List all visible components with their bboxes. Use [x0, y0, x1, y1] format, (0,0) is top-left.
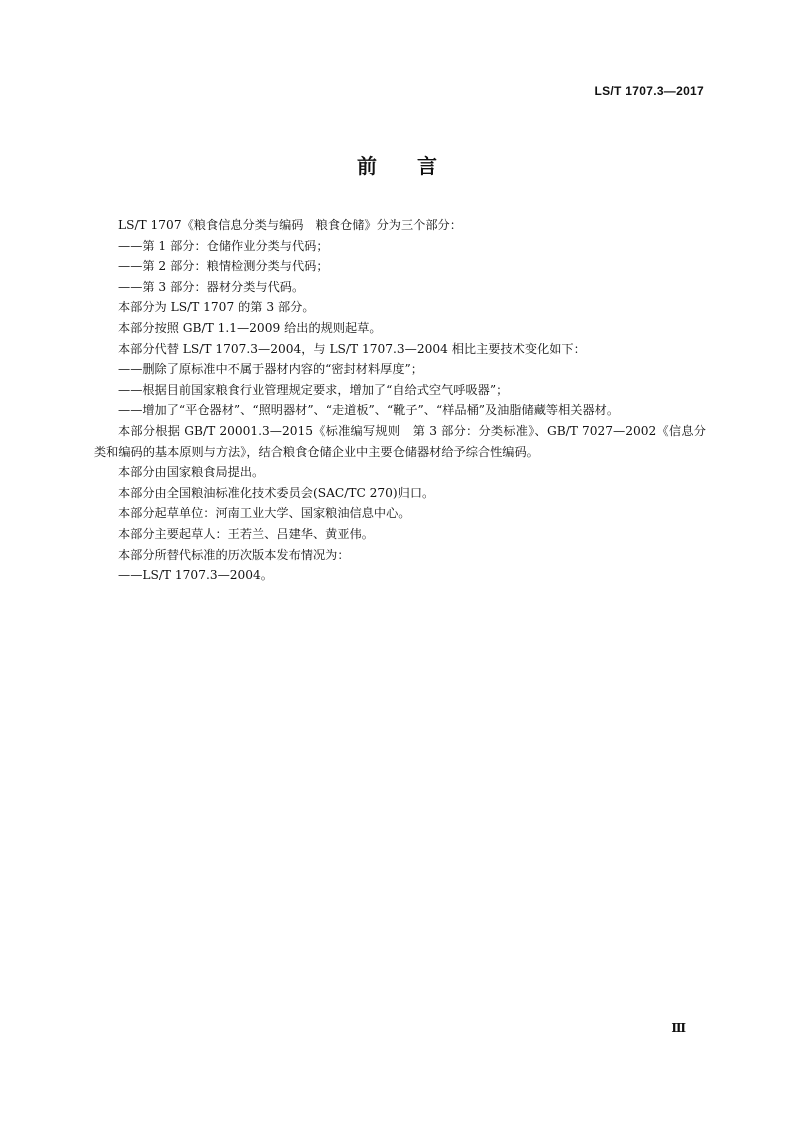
list-item-change-3: ——增加了“平仓器材”、“照明器材”、“走道板”、“靴子”、“样品桶”及油脂储藏等相关器材。 — [118, 403, 620, 418]
list-item-change-1: ——删除了原标准中不属于器材内容的“密封材料厚度”； — [118, 362, 423, 377]
paragraph-centralized-by: 本部分由全国粮油标准化技术委员会(SAC/TC 270)归口。 — [118, 485, 435, 500]
list-item-part-1: ——第 1 部分：仓储作业分类与代码； — [118, 238, 329, 253]
paragraph-replacement: 本部分代替 LS/T 1707.3—2004，与 LS/T 1707.3—2004 相比主要技术变化如下： — [118, 341, 586, 356]
paragraph-drafting-units: 本部分起草单位：河南工业大学、国家粮油信息中心。 — [118, 506, 411, 521]
paragraph-basis: 本部分根据 GB/T 20001.3—2015《标准编写规则 第 3 部分：分类标准》、GB/T 7027—2002《信息分类和编码的基本原则与方法》，结合粮食仓储企业中主要仓储器材给予综合性编码。 — [94, 423, 706, 459]
paragraph-intro: LS/T 1707《粮食信息分类与编码 粮食仓储》分为三个部分： — [118, 218, 462, 232]
paragraph-drafters: 本部分主要起草人：王若兰、吕建华、黄亚伟。 — [118, 526, 374, 541]
page-title: 前言 — [357, 154, 477, 178]
list-item-part-3: ——第 3 部分：器材分类与代码。 — [118, 279, 305, 294]
paragraph-part-statement: 本部分为 LS/T 1707 的第 3 部分。 — [118, 300, 315, 315]
page-number: Ⅲ — [671, 1021, 686, 1035]
list-item-history-1: ——LS/T 1707.3—2004。 — [118, 568, 273, 583]
list-item-part-2: ——第 2 部分：粮情检测分类与代码； — [118, 259, 329, 274]
foreword-body — [94, 215, 706, 586]
list-item-change-2: ——根据目前国家粮食行业管理规定要求，增加了“自给式空气呼吸器”； — [118, 382, 509, 397]
document-code: LS/T 1707.3—2017 — [594, 84, 704, 98]
paragraph-proposed-by: 本部分由国家粮食局提出。 — [118, 465, 265, 480]
paragraph-history: 本部分所替代标准的历次版本发布情况为： — [118, 547, 350, 562]
paragraph-drafting-rules: 本部分按照 GB/T 1.1—2009 给出的规则起草。 — [118, 320, 382, 335]
